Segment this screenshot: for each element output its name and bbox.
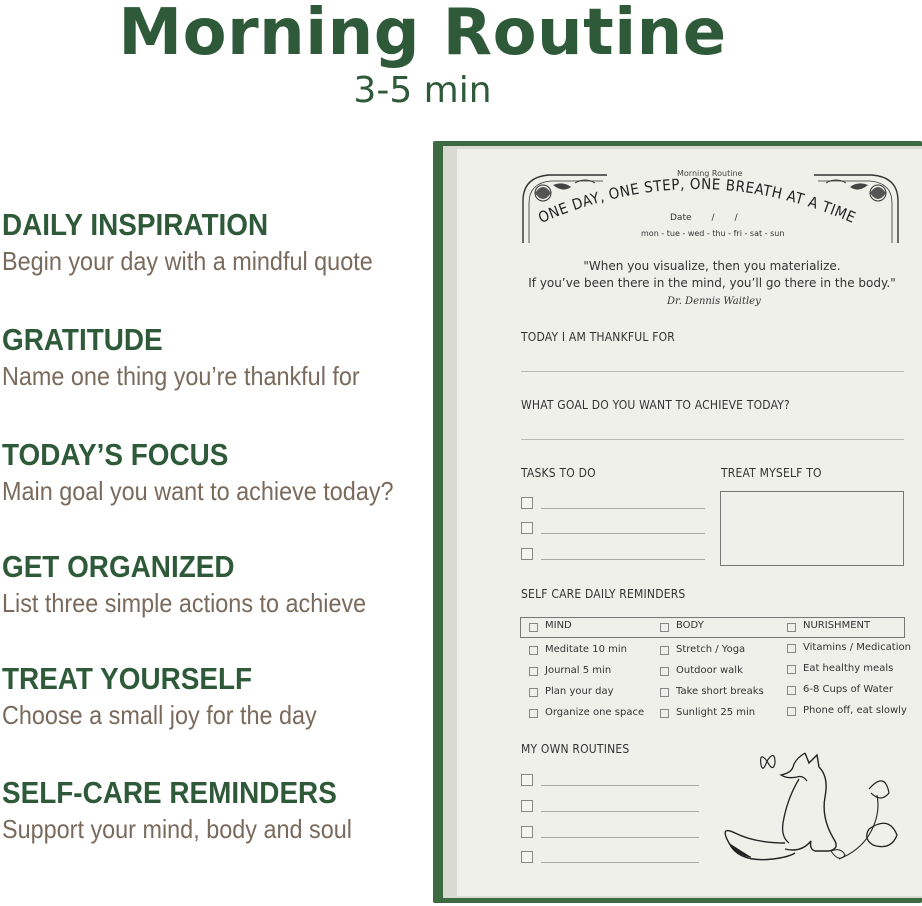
routines-label: MY OWN ROUTINES [521, 742, 630, 756]
goal-line [521, 439, 904, 440]
item-checkbox [529, 709, 538, 718]
quote-line: If you’ve been there in the mind, you’ll go there in the body." [528, 276, 896, 290]
thankful-label: TODAY I AM THANKFUL FOR [521, 330, 676, 344]
feature-heading: TODAY’S FOCUS [2, 437, 229, 472]
mind-item: Organize one space [545, 707, 645, 718]
routine-checkbox [521, 826, 533, 838]
quote [517, 258, 907, 292]
task-checkbox [521, 548, 533, 560]
fox-illustration-icon [719, 739, 919, 869]
tasks-label: TASKS TO DO [521, 466, 596, 480]
date-field: Date / / [670, 213, 738, 223]
item-checkbox [787, 644, 796, 653]
feature-description: Begin your day with a mindful quote [2, 246, 373, 276]
body-item: Stretch / Yoga [676, 644, 746, 655]
arc-title-text: ONE DAY, ONE STEP, ONE BREATH AT A TIME [535, 174, 859, 227]
item-checkbox [787, 707, 796, 716]
thankful-line [521, 371, 904, 372]
task-line [541, 533, 705, 534]
mind-checkbox [529, 623, 538, 632]
main-title: Morning Routine [118, 0, 727, 70]
quote-line: "When you visualize, then you materialize. [583, 259, 841, 273]
column-heading-nurishment: NURISHMENT [803, 620, 871, 631]
mind-item: Journal 5 min [545, 665, 612, 676]
item-checkbox [660, 688, 669, 697]
routine-checkbox [521, 774, 533, 786]
duration-subtitle: 3-5 min [353, 70, 492, 111]
treat-box [720, 491, 904, 566]
item-checkbox [660, 709, 669, 718]
task-checkbox [521, 522, 533, 534]
routine-line [541, 811, 699, 812]
routine-line [541, 837, 699, 838]
nurishment-item: Phone off, eat slowly [803, 705, 907, 716]
feature-description: Main goal you want to achieve today? [2, 476, 394, 506]
item-checkbox [787, 665, 796, 674]
body-item: Sunlight 25 min [676, 707, 756, 718]
item-checkbox [787, 686, 796, 695]
feature-heading: GRATITUDE [2, 322, 163, 357]
column-heading-mind: MIND [545, 620, 572, 631]
nurishment-item: Vitamins / Medication [803, 642, 911, 653]
body-item: Take short breaks [676, 686, 764, 697]
goal-label: WHAT GOAL DO YOU WANT TO ACHIEVE TODAY? [521, 398, 790, 412]
mind-item: Plan your day [545, 686, 614, 697]
feature-description: Name one thing you’re thankful for [2, 361, 360, 391]
treat-label: TREAT MYSELF TO [721, 466, 822, 480]
quote-author: Dr. Dennis Waitley [667, 296, 761, 307]
feature-heading: DAILY INSPIRATION [2, 207, 269, 242]
item-checkbox [660, 667, 669, 676]
nurishment-checkbox [787, 623, 796, 632]
nurishment-item: 6-8 Cups of Water [803, 684, 893, 695]
feature-daily-inspiration [2, 208, 422, 276]
feature-description: Support your mind, body and soul [2, 814, 352, 844]
feature-description: Choose a small joy for the day [2, 700, 317, 730]
feature-self-care-reminders [2, 776, 422, 844]
task-line [541, 559, 705, 560]
task-checkbox [521, 497, 533, 509]
routine-line [541, 785, 699, 786]
feature-heading: GET ORGANIZED [2, 549, 235, 584]
item-checkbox [529, 646, 538, 655]
routine-line [541, 862, 699, 863]
feature-get-organized [2, 550, 422, 618]
feature-heading: SELF-CARE REMINDERS [2, 775, 337, 810]
feature-description: List three simple actions to achieve [2, 588, 367, 618]
column-heading-body: BODY [676, 620, 704, 631]
item-checkbox [660, 646, 669, 655]
body-checkbox [660, 623, 669, 632]
item-checkbox [529, 667, 538, 676]
mind-item: Meditate 10 min [545, 644, 627, 655]
feature-heading: TREAT YOURSELF [2, 661, 253, 696]
feature-todays-focus [2, 438, 422, 506]
weekday-selector: mon - tue - wed - thu - fri - sat - sun [641, 229, 785, 238]
routine-checkbox [521, 800, 533, 812]
task-line [541, 508, 705, 509]
feature-gratitude [2, 323, 422, 391]
feature-treat-yourself [2, 662, 422, 730]
routine-checkbox [521, 851, 533, 863]
nurishment-item: Eat healthy meals [803, 663, 894, 674]
page-small-title: Morning Routine [677, 169, 743, 178]
selfcare-label: SELF CARE DAILY REMINDERS [521, 587, 686, 601]
body-item: Outdoor walk [676, 665, 743, 676]
planner-page [457, 149, 922, 896]
item-checkbox [529, 688, 538, 697]
